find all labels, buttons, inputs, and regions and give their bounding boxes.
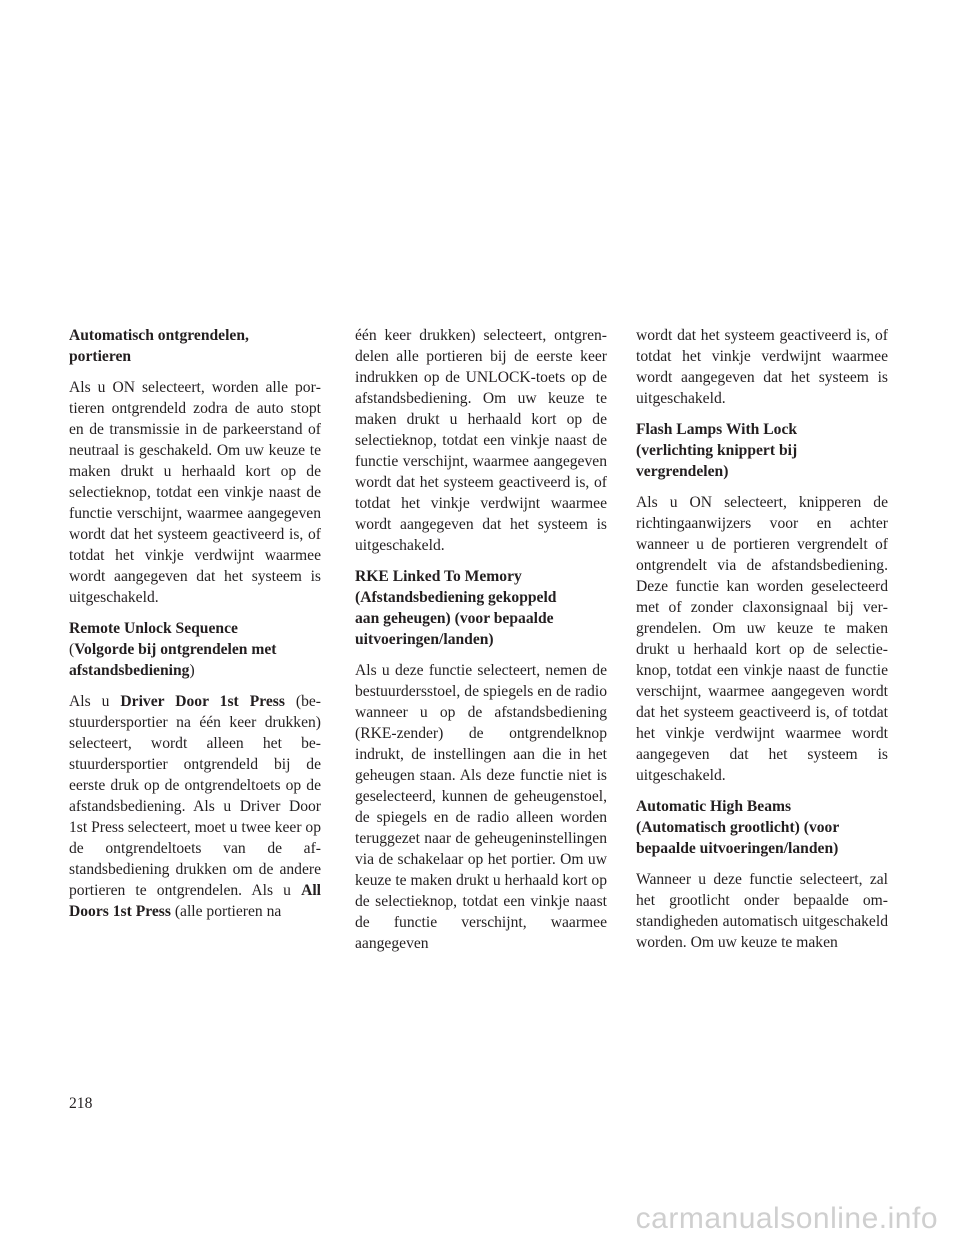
- column-1: [69, 325, 321, 932]
- text-run: Als u: [69, 693, 121, 710]
- heading-line: Automatisch ontgrendelen,: [69, 327, 249, 344]
- paragraph: Als u ON selecteert, knipperen de richtingaanwijzers voor en achter wanneer u de portieren vergrendelt of ontgrendelt via de afstandsbediening. Deze functie kan worden geselecteerd met of zonder claxonsignaal bij vergrendelen. Om uw keuze te maken drukt u herhaald kort op de selectieknop, totdat een vinkje naast de functie verschijnt, waarmee aangegeven wordt dat het systeem geactiveerd is, of totdat het vinkje verdwijnt waarmee wordt aangegeven dat het systeem is uitgeschakeld.: [636, 494, 888, 784]
- heading-automatic-high-beams: [636, 796, 888, 859]
- heading-flash-lamps-with-lock: [636, 419, 888, 482]
- heading-line: bepaalde uitvoeringen/landen): [636, 840, 839, 857]
- watermark: carmanualsonline.info: [635, 1202, 938, 1235]
- paragraph: [69, 691, 321, 922]
- heading-rke-linked-to-memory: [355, 566, 607, 650]
- heading-auto-unlock: [69, 325, 321, 367]
- paren-close: ): [189, 662, 195, 679]
- heading-line: RKE Linked To Memory: [355, 568, 522, 585]
- paragraph: Als u ON selecteert, worden alle portieren ontgrendeld zodra de auto stopt en de transmissie in de parkeerstand of neutraal is geschakeld. Om uw keuze te maken drukt u herhaald kort op de selectieknop, totdat een vinkje naast de functie verschijnt, waarmee aangegeven wordt dat het systeem geactiveerd is, of totdat het vinkje verdwijnt waarmee wordt aangegeven dat het systeem is uitgeschakeld.: [69, 379, 321, 606]
- heading-line: Volgorde bij ontgrendelen met: [74, 641, 277, 658]
- bold-term: All Doors 1st Press: [69, 882, 321, 920]
- page-number: 218: [69, 1095, 93, 1112]
- paragraph: wordt dat het systeem geactiveerd is, of totdat het vinkje verdwijnt waarmee wordt aangegeven dat het systeem is uitgeschakeld.: [636, 327, 888, 407]
- heading-line: (verlichting knippert bij: [636, 442, 798, 459]
- paragraph: één keer drukken) selecteert, ontgrendelen alle portieren bij de eerste keer indrukken op de UNLOCK-toets op de afstandsbediening. Om uw keuze te maken drukt u herhaald kort op de selectieknop, totdat een vinkje naast de functie verschijnt, waarmee aangegeven wordt dat het systeem geactiveerd is, of totdat het vinkje verdwijnt waarmee wordt aangegeven dat het systeem is uitgeschakeld.: [355, 327, 607, 554]
- heading-line: Remote Unlock Sequence: [69, 620, 238, 637]
- heading-line: vergrendelen): [636, 463, 729, 480]
- heading-line: Flash Lamps With Lock: [636, 421, 798, 438]
- paragraph: Als u deze functie selecteert, nemen de bestuurdersstoel, de spiegels en de radio wanneer u op de afstandsbediening (RKE-zender) de ontgrendelknop indrukt, de instellingen aan die in het geheugen staan. Als deze functie niet is geselecteerd, kunnen de geheugenstoel, de spiegels en de radio alleen worden teruggezet naar de geheugeninstellingen via de schakelaar op het portier. Om uw keuze te maken drukt u herhaald kort op de selectieknop, totdat een vinkje naast de functie verschijnt, waarmee aangegeven: [355, 662, 607, 952]
- column-2: [355, 325, 607, 964]
- heading-line: portieren: [69, 348, 132, 365]
- text-run: (bestuurdersportier na één keer drukken) selecteert, wordt alleen het bestuurdersportier ontgrendeld bij de eerste druk op de ontgrendeltoets op de afstandsbediening. Als u Driver Door 1st Press selecteert, moet u twee keer op de ontgrendeltoets van de afstandsbediening drukken om de andere portieren te ontgrendelen. Als u: [69, 693, 322, 899]
- paragraph: Wanneer u deze functie selecteert, zal het grootlicht onder bepaalde omstandigheden automatisch uitgeschakeld worden. Om uw keuze te maken: [636, 871, 888, 951]
- paren-open: (: [69, 641, 75, 658]
- heading-line: aan geheugen) (voor bepaalde: [355, 610, 554, 627]
- text-run: (alle portieren na: [170, 903, 282, 920]
- bold-term: Driver Door 1st Press: [120, 693, 285, 710]
- heading-line: uitvoeringen/landen): [355, 631, 494, 648]
- heading-line: (Automatisch grootlicht) (voor: [636, 819, 840, 836]
- heading-line: Automatic High Beams: [636, 798, 792, 815]
- heading-line: (Afstandsbediening gekoppeld: [355, 589, 557, 606]
- heading-remote-unlock-sequence: [69, 618, 321, 681]
- heading-line: afstandsbediening: [69, 662, 190, 679]
- column-3: [636, 325, 888, 963]
